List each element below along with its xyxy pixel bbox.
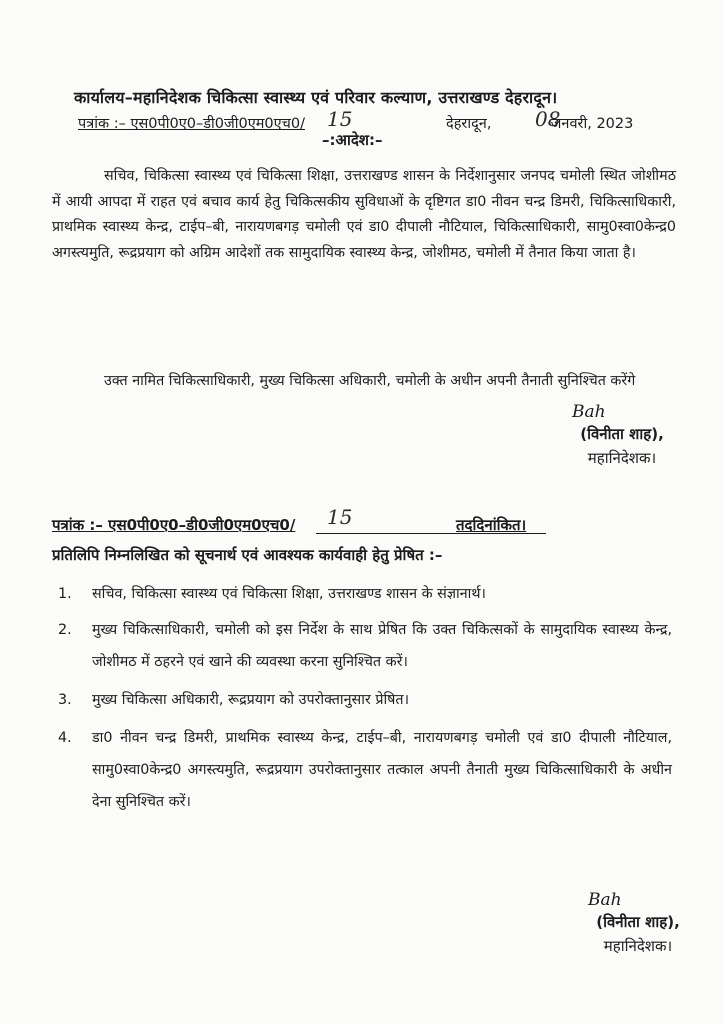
office-header: कार्यालय–महानिदेशक चिकित्सा स्वास्थ्य एवं परिवार कल्याण, उत्तराखण्ड देहरादून।: [74, 88, 558, 107]
list-item-number: 3.: [58, 692, 72, 708]
list-item: [52, 722, 672, 818]
signatory-name: (विनीता शाह),: [580, 425, 664, 443]
reference-number-label: [78, 113, 305, 133]
order-paragraph-1: सचिव, चिकित्सा स्वास्थ्य एवं चिकित्सा शिक्षा, उत्तराखण्ड शासन के निर्देशानुसार जनपद चमोली स्थित जोशीमठ में आयी आपदा में राहत एवं बचाव कार्य हेतु चिकित्सकीय सुविधाओं के दृष्टिगत डा0 नीवन चन्द्र डिमरी, चिकित्साधिकारी, प्राथमिक स्वास्थ्य केन्द्र, टाईप–बी, नारायणबगड़ चमोली एवं डा0 दीपाली नौटियाल, चिकित्साधिकारी, सामु0स्वा0केन्द्र0 अगस्त्यमुति, रूद्रप्रयाग को अग्रिम आदेशों तक सामुदायिक स्वास्थ्य केन्द्र, जोशीमठ, चमोली में तैनात किया जाता है।: [52, 168, 676, 261]
place: देहरादून,: [446, 116, 492, 132]
copy-reference-label: [52, 515, 295, 535]
list-item-text: मुख्य चिकित्साधिकारी, चमोली को इस निर्देश के साथ प्रेषित कि उक्त चिकित्सकों के सामुदायिक स्वास्थ्य केन्द्र, जोशीमठ में ठहरने एवं खाने की व्यवस्था करना सुनिश्चित करें।: [92, 622, 672, 670]
copy-dated: तददिनांकित।: [456, 516, 527, 534]
handwritten-reference-number: 15: [327, 107, 353, 131]
list-item-text: मुख्य चिकित्सा अधिकारी, रूद्रप्रयाग को उपरोक्तानुसार प्रेषित।: [92, 692, 409, 708]
order-paragraph-2: उक्त नामित चिकित्साधिकारी, मुख्य चिकित्सा अधिकारी, चमोली के अधीन अपनी तैनाती सुनिश्चित करेंगे: [104, 373, 636, 389]
signature-block-2: [568, 890, 708, 956]
signature-scribble: Bah: [572, 402, 606, 422]
list-item-number: 4.: [58, 730, 72, 746]
list-item: [52, 684, 672, 716]
signature-block: [552, 402, 692, 468]
signature-scribble: Bah: [588, 890, 622, 910]
handwritten-day: 08: [535, 107, 561, 131]
copy-handwritten-reference-number: 15: [327, 505, 353, 529]
signatory-name: (विनीता शाह),: [596, 913, 680, 931]
signatory-designation: महानिदेशक।: [587, 449, 657, 467]
copy-heading: प्रतिलिपि निम्नलिखित को सूचनार्थ एवं आवश्यक कार्यवाही हेतु प्रेषित :–: [52, 546, 443, 564]
order-title: –:आदेश:–: [322, 131, 383, 149]
copy-recipient-list: [52, 578, 672, 830]
list-item-number: 2.: [58, 622, 72, 638]
list-item-number: 1.: [58, 586, 72, 602]
list-item-text: डा0 नीवन चन्द्र डिमरी, प्राथमिक स्वास्थ्य केन्द्र, टाईप–बी, नारायणबगड़ चमोली एवं डा0 दीपाली नौटियाल, सामु0स्वा0केन्द्र0 अगस्त्यमुति, रूद्रप्रयाग उपरोक्तानुसार तत्काल अपनी तैनाती मुख्य चिकित्साधिकारी के अधीन देना सुनिश्चित करें।: [92, 730, 672, 810]
signatory-designation: महानिदेशक।: [603, 937, 673, 955]
reference-prefix: पत्रांक :– एस0पी0ए0–डी0जी0एम0एच0/: [78, 116, 305, 132]
list-item: [52, 614, 672, 678]
list-item-text: सचिव, चिकित्सा स्वास्थ्य एवं चिकित्सा शिक्षा, उत्तराखण्ड शासन के संज्ञानार्थ।: [92, 586, 486, 602]
month-year: जनवरी, 2023: [550, 116, 634, 132]
copy-reference-prefix: पत्रांक :– एस0पी0ए0–डी0जी0एम0एच0/: [52, 516, 296, 534]
list-item: [52, 578, 672, 610]
